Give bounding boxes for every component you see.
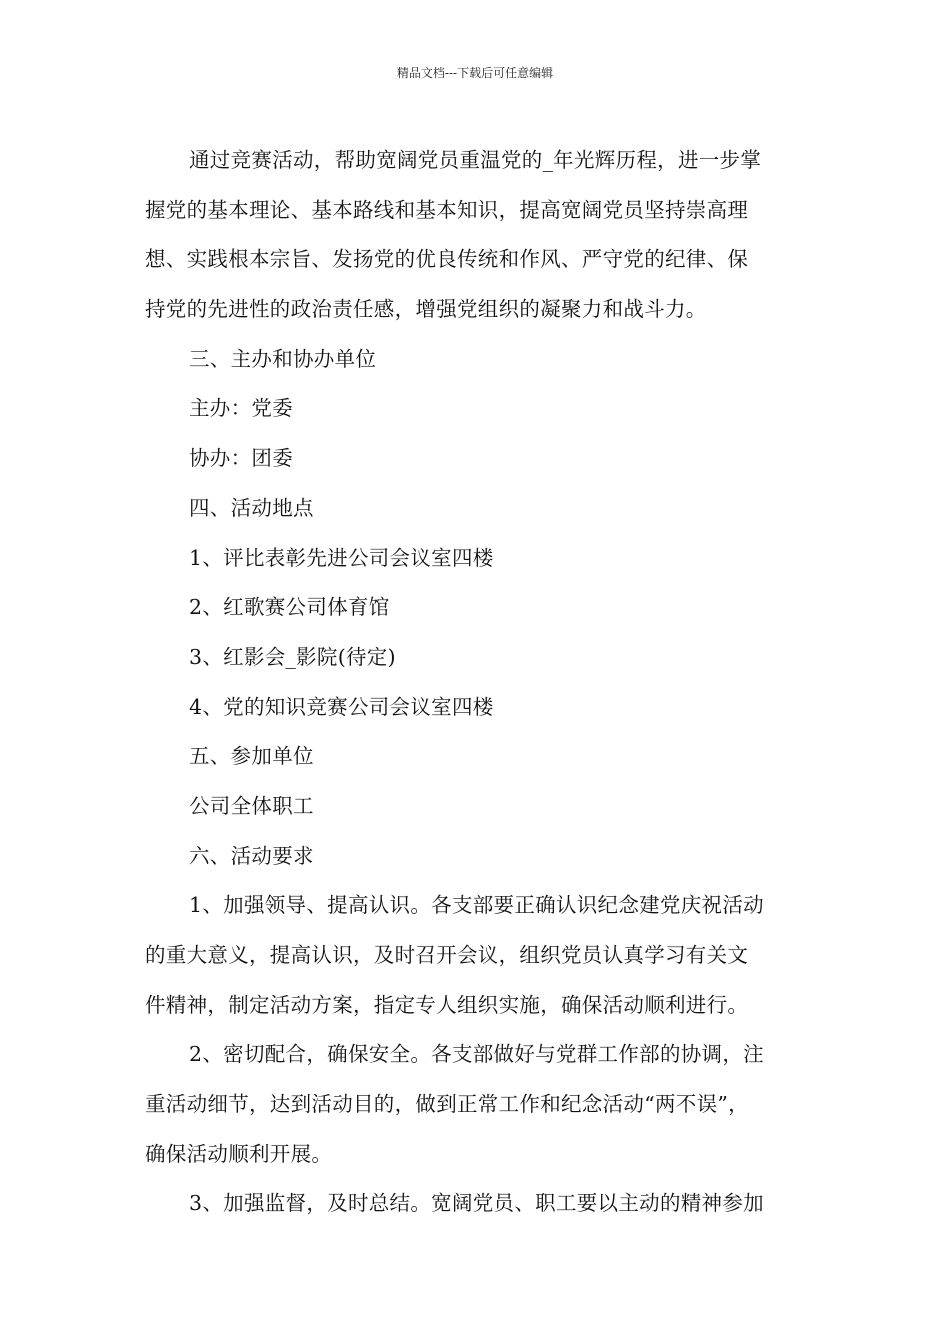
text-line: 4、党的知识竞赛公司会议室四楼 bbox=[189, 694, 494, 719]
text-line: 1、评比表彰先进公司会议室四楼 bbox=[189, 545, 494, 570]
document-body bbox=[145, 136, 815, 1229]
text-line: 五、参加单位 bbox=[189, 744, 314, 769]
text-line: 握党的基本理论、基本路线和基本知识，提高宽阔党员坚持崇高理 bbox=[145, 197, 749, 222]
text-line: 六、活动要求 bbox=[189, 843, 314, 868]
text-line: 想、实践根本宗旨、发扬党的优良传统和作风、严守党的纪律、保 bbox=[145, 247, 749, 272]
text-line: 件精神，制定活动方案，指定专人组织实施，确保活动顺利进行。 bbox=[145, 992, 749, 1017]
text-line: 3、加强监督，及时总结。宽阔党员、职工要以主动的精神参加 bbox=[189, 1191, 764, 1216]
text-line: 确保活动顺利开展。 bbox=[145, 1141, 333, 1166]
text-line: 1、加强领导、提高认识。各支部要正确认识纪念建党庆祝活动 bbox=[189, 893, 764, 918]
text-line: 2、红歌赛公司体育馆 bbox=[189, 595, 390, 620]
text-line: 三、主办和协办单位 bbox=[189, 346, 377, 371]
text-line: 3、红影会_影院(待定) bbox=[189, 644, 396, 669]
text-line: 通过竞赛活动，帮助宽阔党员重温党的_年光辉历程，进一步掌 bbox=[189, 148, 762, 172]
text-line: 协办：团委 bbox=[189, 446, 293, 471]
text-line: 持党的先进性的政治责任感，增强党组织的凝聚力和战斗力。 bbox=[145, 297, 707, 322]
text-line: 四、活动地点 bbox=[189, 495, 314, 520]
text-line: 的重大意义，提高认识，及时召开会议，组织党员认真学习有关文 bbox=[145, 943, 749, 967]
page-header: 精品文档---下载后可任意编辑 bbox=[396, 66, 554, 80]
text-line: 重活动细节，达到活动目的，做到正常工作和纪念活动“两不误”， bbox=[145, 1092, 749, 1117]
text-line: 主办：党委 bbox=[189, 396, 293, 421]
text-line: 公司全体职工 bbox=[189, 793, 314, 818]
text-line: 2、密切配合，确保安全。各支部做好与党群工作部的协调，注 bbox=[189, 1042, 764, 1067]
